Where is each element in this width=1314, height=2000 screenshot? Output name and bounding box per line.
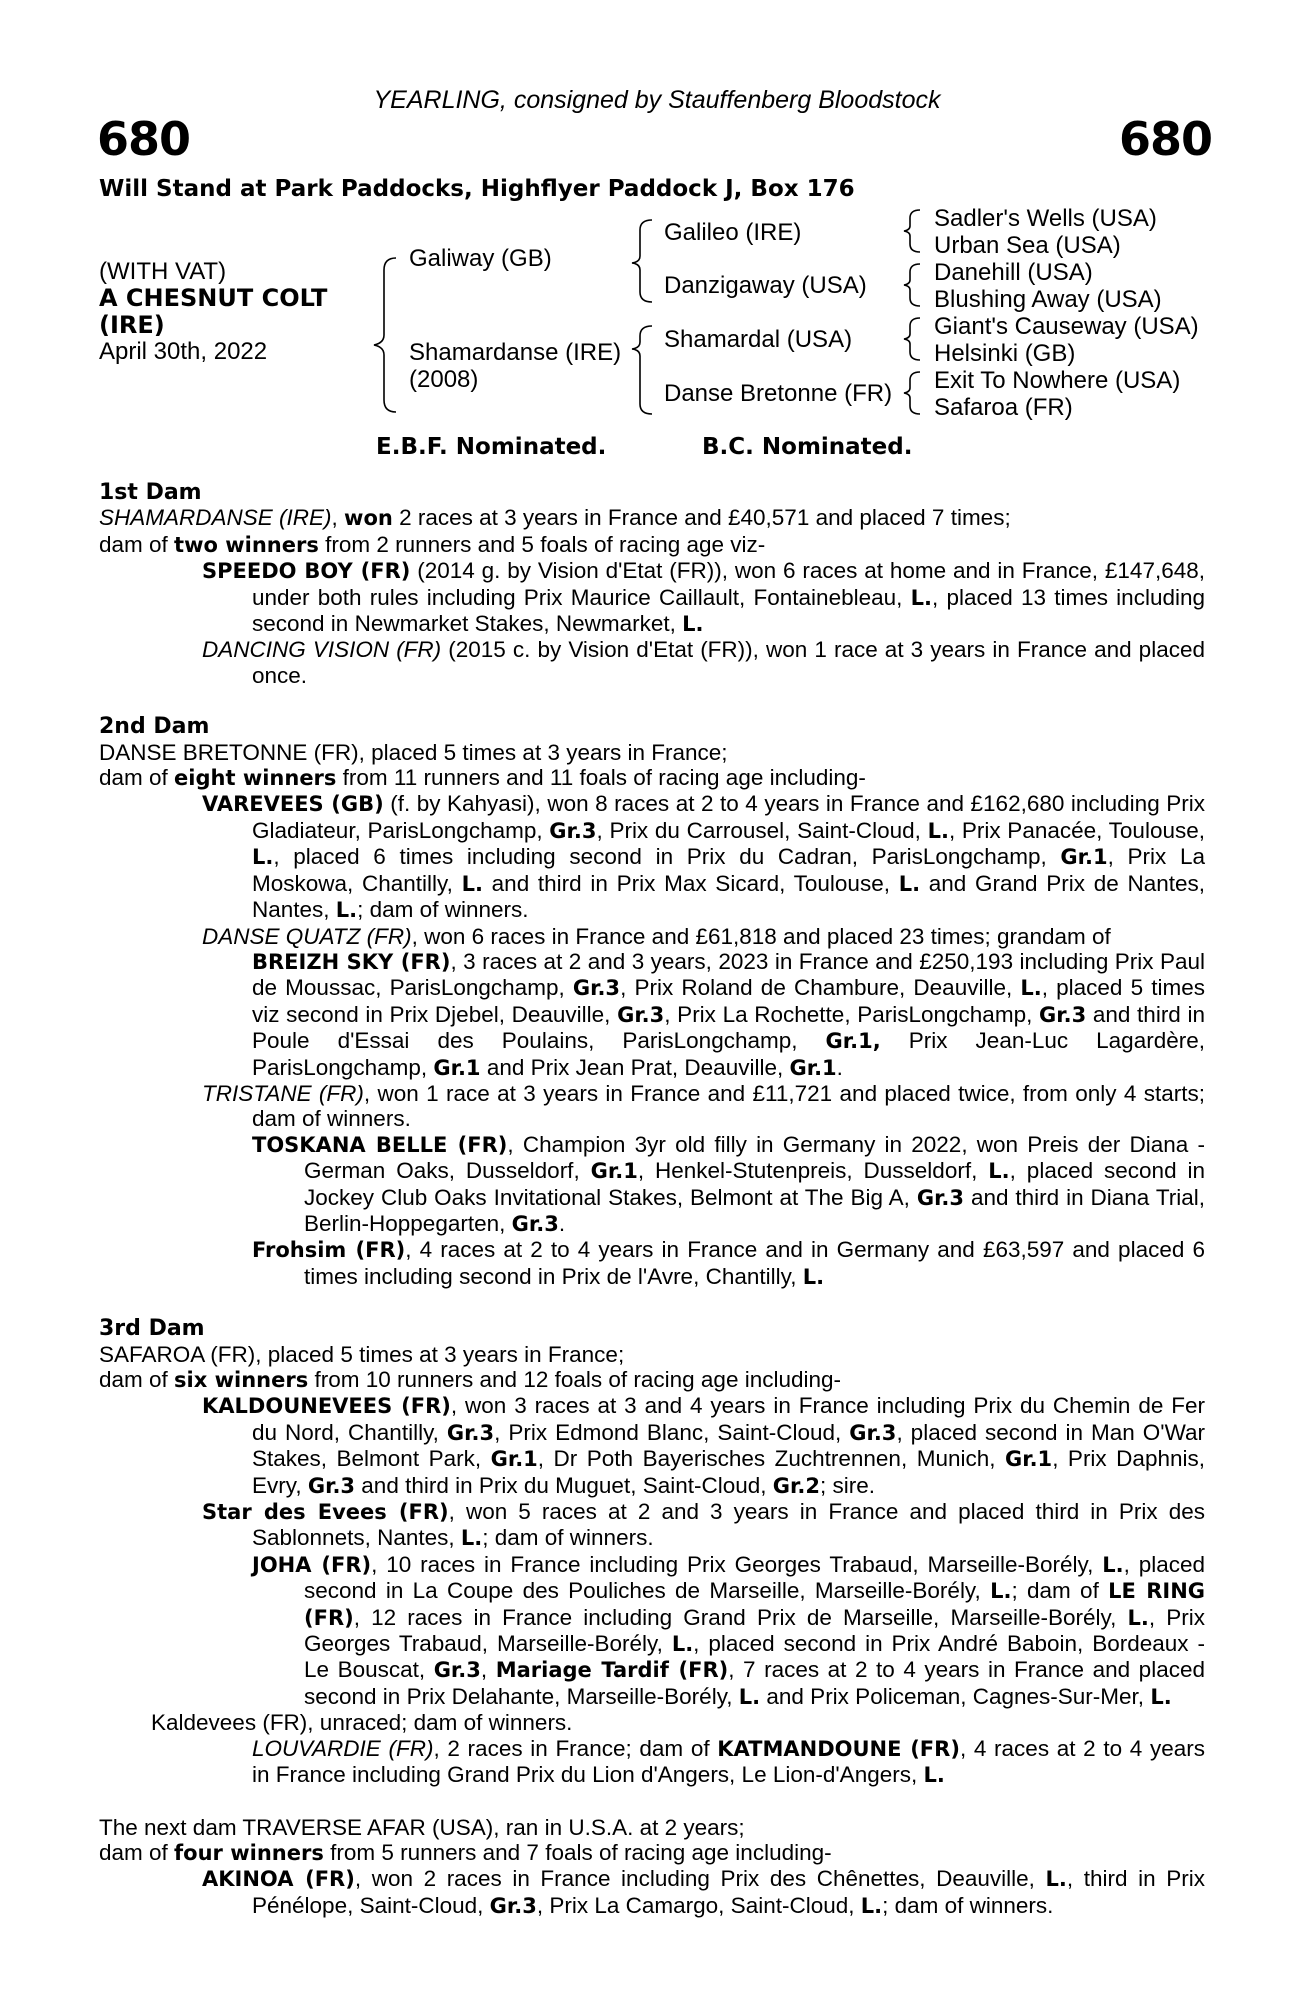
first-dam-heading: 1st Dam xyxy=(99,480,202,505)
third-dam-heading: 3rd Dam xyxy=(99,1316,205,1342)
produce-kaldevees: Kaldevees (FR), unraced; dam of winners. xyxy=(151,1710,573,1736)
pedigree-dam: Shamardanse (IRE) xyxy=(409,339,622,366)
first-dam-produce-line: dam of two winners from 2 runners and 5 foals of racing age viz- xyxy=(99,531,766,557)
horse-country: (IRE) xyxy=(99,311,165,339)
pedigree-sire-dam: Danzigaway (USA) xyxy=(664,272,867,299)
grandproduce-louvardie: LOUVARDIE (FR), 2 races in France; dam of KATMANDOUNE (FR), 4 races at 2 to 4 years in France including Grand Prix du Lion d'Angers, Le Lion-d'Angers, L. xyxy=(252,1735,1206,1788)
next-dam-produce-line: dam of four winners from 5 runners and 7 foals of racing age including- xyxy=(99,1839,832,1865)
pedigree-g6: Helsinki (GB) xyxy=(934,340,1076,367)
produce-star-des-evees: Star des Evees (FR), won 5 races at 2 and 3 years in France and placed third in Prix des Sablonnets, Nantes, L.; dam of winners. xyxy=(202,1499,1205,1551)
horse-description: A CHESNUT COLT xyxy=(99,284,328,312)
vat-note: (WITH VAT) xyxy=(99,258,227,285)
third-dam-line: SAFAROA (FR), placed 5 times at 3 years in France; xyxy=(99,1341,625,1367)
grandproduce-joha: JOHA (FR), 10 races in France including Prix Georges Trabaud, Marseille-Borély, L., placed second in La Coupe des Pouliches de Marseille, Marseille-Borély, L.; dam of LE RING (FR), 12 races in France including Grand Prix de Marseille, Marseille-Borély, L., Prix Georges Trabaud, Marseille-Borély, L., placed second in Prix André Baboin, Bordeaux - Le Bouscat, Gr.3, Mariage Tardif (FR), 7 races at 2 to 4 years in France and placed second in Prix Delahante, Marseille-Borély, L. and Prix Policeman, Cagnes-Sur-Mer, L. xyxy=(252,1551,1206,1709)
foaling-date: April 30th, 2022 xyxy=(99,338,268,365)
lot-number-right: 680 xyxy=(1118,112,1212,166)
lot-number-left: 680 xyxy=(97,112,191,166)
produce-speedo-boy: SPEEDO BOY (FR) (2014 g. by Vision d'Etat (FR)), won 6 races at home and in France, £147,648, under both rules including Prix Maurice Caillault, Fontainebleau, L., placed 13 times including second in Newmarket Stakes, Newmarket, L. xyxy=(202,558,1206,637)
first-dam-line: SHAMARDANSE (IRE), won 2 races at 3 years in France and £40,571 and placed 7 times; xyxy=(99,505,1011,531)
catalogue-body xyxy=(99,480,1205,1919)
pedigree-dam-year: (2008) xyxy=(409,366,479,393)
second-dam-heading: 2nd Dam xyxy=(99,714,210,740)
bc-nomination: B.C. Nominated. xyxy=(702,434,913,460)
third-dam-produce-line: dam of six winners from 10 runners and 12 foals of racing age including- xyxy=(99,1367,842,1392)
pedigree-g2: Urban Sea (USA) xyxy=(934,232,1121,259)
produce-tristane: TRISTANE (FR), won 1 race at 3 years in France and £11,721 and placed twice, from only 4 starts; dam of winners. xyxy=(202,1080,1205,1132)
produce-varevees: VAREVEES (GB) (f. by Kahyasi), won 8 races at 2 to 4 years in France and £162,680 including Prix Gladiateur, ParisLongchamp, Gr.3, Prix du Carrousel, Saint-Cloud, L., Prix Panacée, Toulouse, L., placed 6 times including second in Prix du Cadran, ParisLongchamp, Gr.1, Prix La Moskowa, Chantilly, L. and third in Prix Max Sicard, Toulouse, L. and Grand Prix de Nantes, Nantes, L.; dam of winners. xyxy=(202,791,1206,923)
pedigree-sire: Galiway (GB) xyxy=(409,245,552,272)
pedigree-g5: Giant's Causeway (USA) xyxy=(934,313,1199,340)
pedigree-g7: Exit To Nowhere (USA) xyxy=(934,367,1181,394)
pedigree-dam-sire: Shamardal (USA) xyxy=(664,326,853,353)
pedigree-sire-sire: Galileo (IRE) xyxy=(664,219,802,246)
pedigree-g1: Sadler's Wells (USA) xyxy=(934,205,1157,232)
pedigree-g3: Danehill (USA) xyxy=(934,259,1093,286)
pedigree-dam-dam: Danse Bretonne (FR) xyxy=(664,380,893,407)
pedigree-g4: Blushing Away (USA) xyxy=(934,286,1162,313)
next-dam-line: The next dam TRAVERSE AFAR (USA), ran in U.S.A. at 2 years; xyxy=(99,1814,745,1840)
second-dam-produce-line: dam of eight winners from 11 runners and 11 foals of racing age including- xyxy=(99,765,866,791)
produce-akinoa: AKINOA (FR), won 2 races in France including Prix des Chênettes, Deauville, L., third in Prix Pénélope, Saint-Cloud, Gr.3, Prix La Camargo, Saint-Cloud, L.; dam of winners. xyxy=(202,1866,1205,1918)
produce-kaldounevees: KALDOUNEVEES (FR), won 3 races at 3 and 4 years in France including Prix du Chemin de Fer du Nord, Chantilly, Gr.3, Prix Edmond Blanc, Saint-Cloud, Gr.3, placed second in Man O'War Stakes, Belmont Park, Gr.1, Dr Poth Bayerisches Zuchtrennen, Munich, Gr.1, Prix Daphnis, Evry, Gr.3 and third in Prix du Muguet, Saint-Cloud, Gr.2; sire. xyxy=(202,1393,1205,1498)
produce-dancing-vision: DANCING VISION (FR) (2015 c. by Vision d'Etat (FR)), won 1 race at 3 years in France and placed once. xyxy=(202,637,1205,688)
stand-location: Will Stand at Park Paddocks, Highflyer Paddock J, Box 176 xyxy=(99,176,855,202)
produce-danse-quatz: DANSE QUATZ (FR), won 6 races in France and £61,818 and placed 23 times; grandam of xyxy=(202,923,1111,949)
pedigree-g8: Safaroa (FR) xyxy=(934,394,1073,421)
ebf-nomination: E.B.F. Nominated. xyxy=(376,434,607,460)
second-dam-line: DANSE BRETONNE (FR), placed 5 times at 3 years in France; xyxy=(99,739,728,765)
grandproduce-toskana-belle: TOSKANA BELLE (FR), Champion 3yr old filly in Germany in 2022, won Preis der Diana - German Oaks, Dusseldorf, Gr.1, Henkel-Stutenpreis, Dusseldorf, L., placed second in Jockey Club Oaks Invitational Stakes, Belmont at The Big A, Gr.3 and third in Diana Trial, Berlin-Hoppegarten, Gr.3. xyxy=(252,1131,1206,1236)
consignment-line: YEARLING, consigned by Stauffenberg Bloodstock xyxy=(373,86,941,114)
grandproduce-frohsim: Frohsim (FR), 4 races at 2 to 4 years in France and in Germany and £63,597 and placed 6 times including second in Prix de l'Avre, Chantilly, L. xyxy=(252,1237,1205,1289)
grandproduce-breizh-sky: BREIZH SKY (FR), 3 races at 2 and 3 years, 2023 in France and £250,193 including Prix Paul de Moussac, ParisLongchamp, Gr.3, Prix Roland de Chambure, Deauville, L., placed 5 times viz second in Prix Djebel, Deauville, Gr.3, Prix La Rochette, ParisLongchamp, Gr.3 and third in Poule d'Essai des Poulains, ParisLongchamp, Gr.1, Prix Jean-Luc Lagardère, ParisLongchamp, Gr.1 and Prix Jean Prat, Deauville, Gr.1. xyxy=(252,948,1205,1080)
